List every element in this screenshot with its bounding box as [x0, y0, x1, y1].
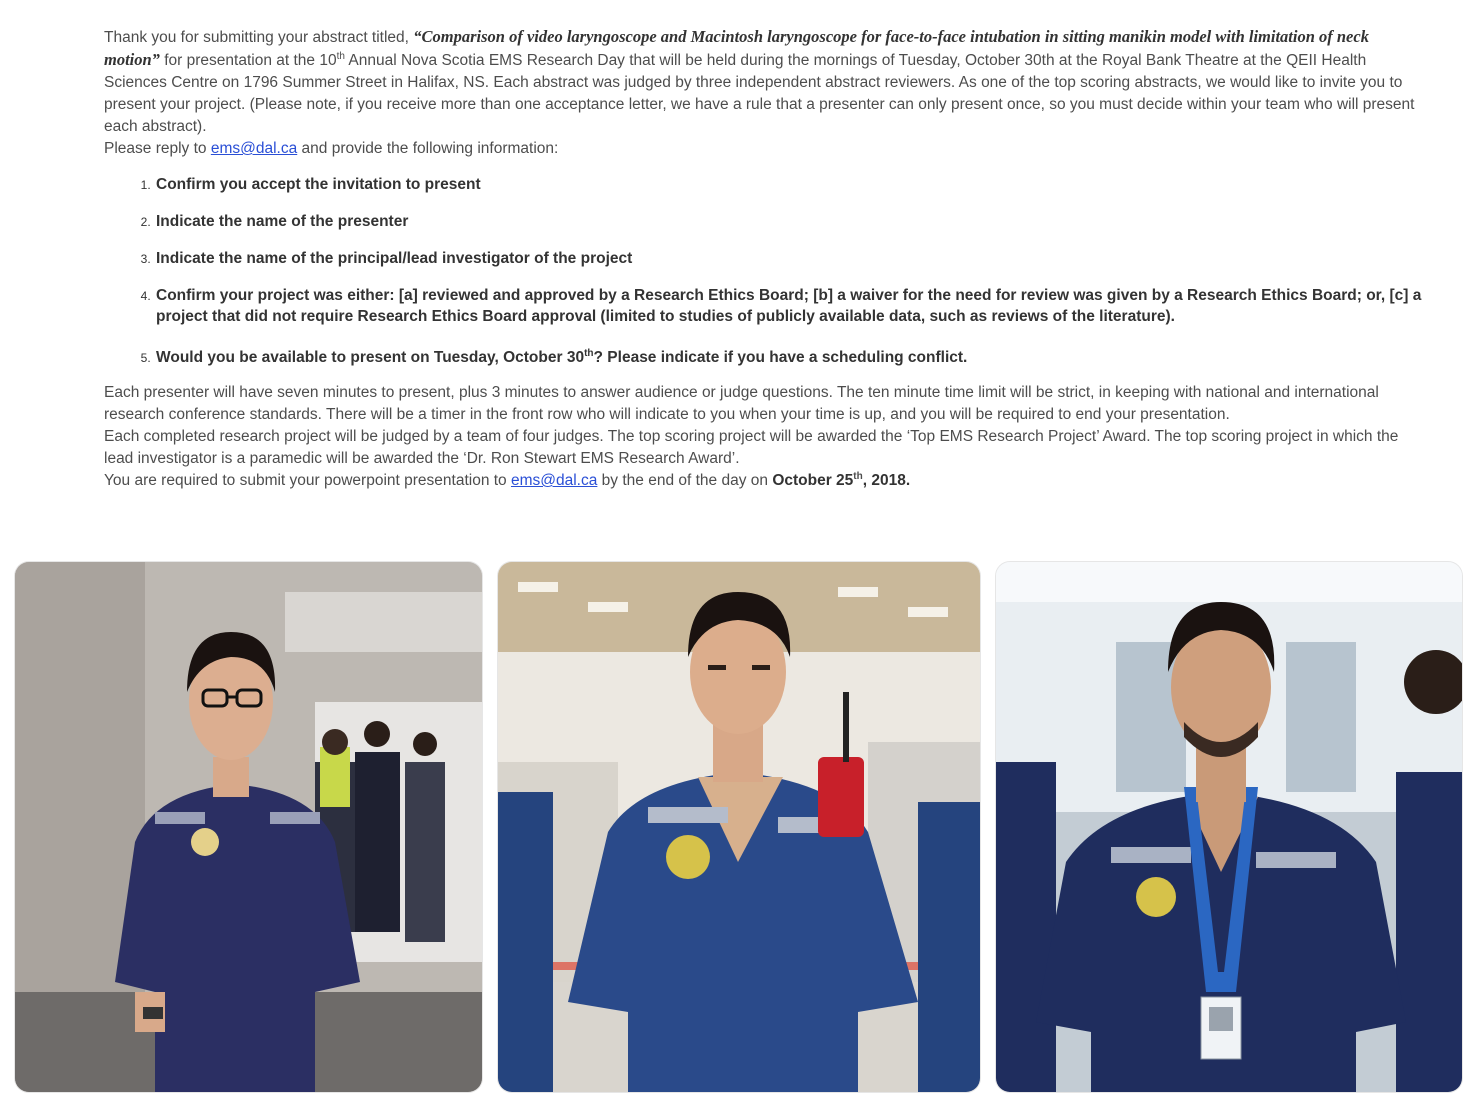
list-item: 3. Indicate the name of the principal/lead investigator of the project: [154, 248, 1424, 269]
photo-man-with-radio-icon: [498, 562, 980, 1092]
photo-man-with-lanyard-icon: [996, 562, 1462, 1092]
deadline-date: October 25: [772, 472, 854, 489]
list-item: 4. Confirm your project was either: [a] reviewed and approved by a Research Ethics Board; [b] a waiver for the need for review was given by a Research Ethics Board; or, [c] a project that did not require Research Ethics Board approval (limited to studies of publicly available data, such as reviews of the literature).: [154, 285, 1424, 327]
acceptance-letter: [104, 26, 1424, 492]
availability-question-end: ? Please indicate if you have a scheduling conflict.: [593, 349, 968, 366]
reply-prefix: Please reply to: [104, 140, 211, 157]
list-item: 2. Indicate the name of the presenter: [154, 211, 1424, 232]
judging-paragraph: Each completed research project will be judged by a team of four judges. The top scoring project will be awarded the ‘Top EMS Research Project’ Award. The top scoring project in which the lead investigator is a paramedic will be awarded the ‘Dr. Ron Stewart EMS Research Award’.: [104, 428, 1399, 467]
photo-presenter-3: [996, 562, 1462, 1092]
intro-text-mid: for presentation at the 10: [159, 52, 337, 69]
submission-mid: by the end of the day on: [597, 472, 773, 489]
intro-text-end: Annual Nova Scotia EMS Research Day that will be held during the mornings of Tuesday, October 30th at the Royal Bank Theatre at the QEII Health Sciences Centre on 1796 Summer Street in Halifax, NS. Each abstract was judged by three independent abstract reviewers. As one of the top scoring abstracts, we would like to invite you to present your project. (Please note, if you receive more than one acceptance letter, we have a rule that a presenter can only present once, so you must decide within your team who will present each abstract).: [104, 52, 1415, 135]
ordinal-superscript: th: [853, 470, 863, 482]
closing-paragraphs: [104, 382, 1424, 492]
reply-instruction: [104, 138, 1424, 160]
intro-paragraph: [104, 26, 1424, 138]
time-limit-paragraph: Each presenter will have seven minutes to present, plus 3 minutes to answer audience or judge questions. The ten minute time limit will be strict, in keeping with national and international research conference standards. There will be a timer in the front row who will indicate to you when your time is up, and you will be required to end your presentation.: [104, 384, 1379, 423]
email-link[interactable]: ems@dal.ca: [210, 140, 298, 157]
submission-paragraph: [104, 470, 1424, 492]
availability-question: Would you be available to present on Tuesday, October 30: [156, 349, 585, 366]
deadline-year: , 2018.: [862, 472, 911, 489]
submission-prefix: You are required to submit your powerpoint presentation to: [104, 472, 511, 489]
list-item: 1. Confirm you accept the invitation to present: [154, 174, 1424, 195]
reply-suffix: and provide the following information:: [297, 140, 559, 157]
list-item: [154, 347, 1424, 368]
photo-woman-in-scrubs-icon: [15, 562, 482, 1092]
photo-presenter-2: [498, 562, 980, 1092]
requirements-list: [104, 174, 1424, 368]
ordinal-superscript: th: [584, 347, 594, 359]
photo-presenter-1: [15, 562, 482, 1092]
ordinal-superscript: th: [336, 50, 345, 62]
abstract-title: “Comparison of video laryngoscope and Macintosh laryngoscope for face-to-face intubation in sitting manikin model with limitation of neck motion”: [104, 27, 1369, 69]
intro-text-start: Thank you for submitting your abstract titled,: [104, 29, 414, 46]
email-link[interactable]: ems@dal.ca: [510, 472, 598, 489]
